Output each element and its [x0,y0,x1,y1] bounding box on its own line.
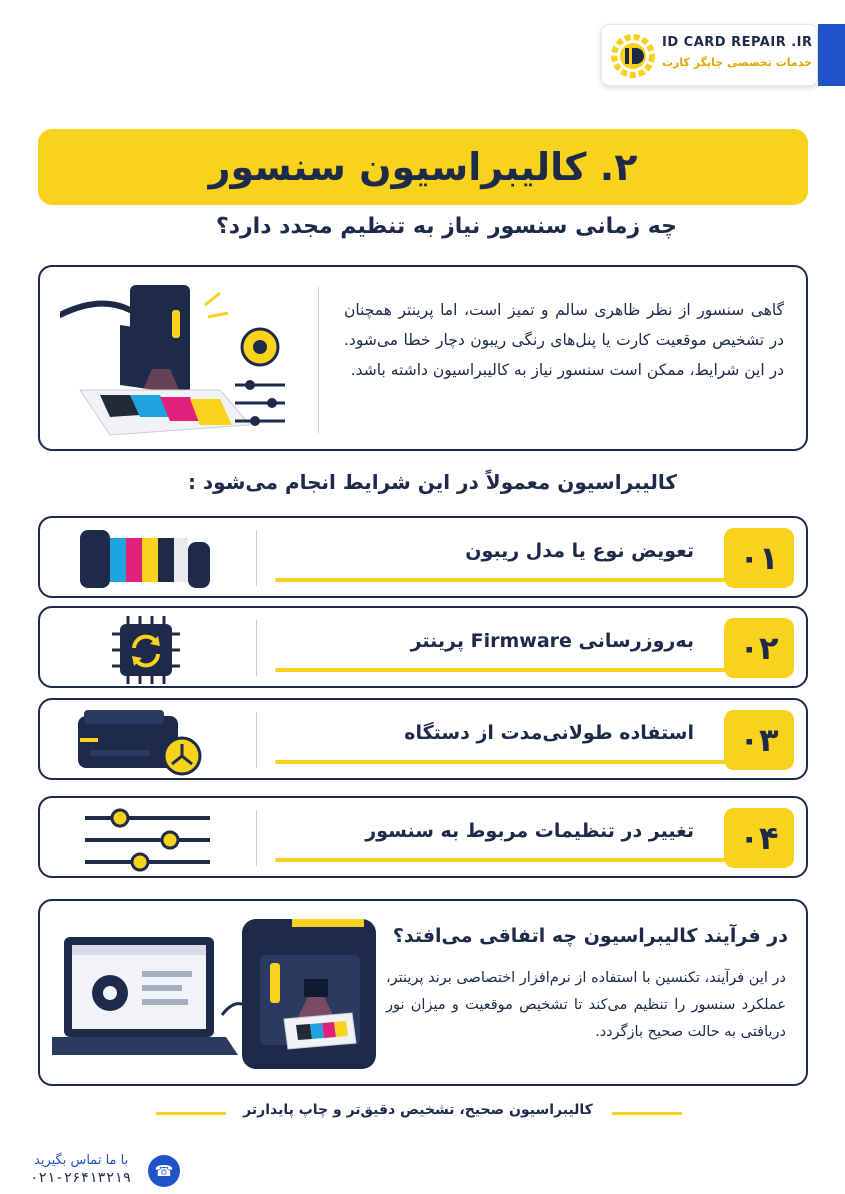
process-text: در این فرآیند، تکنسین با استفاده از نرم‌افزار اختصاصی برند پرینتر، عملکرد سنسور را تنظیم می‌کند تا تشخیص موقعیت و میزان نور دریافتی به حالت صحیح بازگردد. [386,970,786,1040]
logo-brand-text: ID CARD REPAIR .IR [662,35,813,50]
step-row [38,796,808,878]
intro-card [38,265,808,451]
step-label: به‌روزرسانی Firmware پرینتر [410,630,694,652]
step-row [38,698,808,780]
logo-mark-icon [610,33,656,79]
intro-text: گاهی سنسور از نظر ظاهری سالم و تمیز است، اما پرینتر همچنان در تشخیص موقعیت کارت یا پنل‌های رنگی ریبون دچار خطا می‌شود. در این شرایط، ممکن است سنسور نیاز به کالیبراسیون داشته باشد. [344,301,784,379]
footer-line-left [156,1112,226,1115]
step-row [38,606,808,688]
step-divider [256,810,257,866]
step-divider [256,530,257,586]
step-label: تغییر در تنظیمات مربوط به سنسور [365,820,694,842]
process-title: در فرآیند کالیبراسیون چه اتفاقی می‌افتد؟ [392,925,788,947]
laptop-printer-illustration-icon [52,915,382,1075]
logo-accent-strip [818,24,845,86]
printer-clock-icon [70,706,220,776]
contact-phone[interactable]: ۰۲۱-۲۶۴۱۳۲۱۹ [30,1170,132,1186]
brand-logo[interactable] [601,24,818,86]
step-underline [275,578,725,582]
page-title: ۲. کالیبراسیون سنسور [208,145,638,189]
step-divider [256,620,257,676]
step-label: تعویض نوع یا مدل ریبون [465,540,694,562]
title-banner [38,129,808,205]
intro-divider [318,287,319,433]
footer-line-right [612,1112,682,1115]
step-underline [275,760,725,764]
step-underline [275,858,725,862]
logo-tagline: خدمات تخصصی چاپگر کارت [662,56,812,69]
step-underline [275,668,725,672]
page-subtitle: چه زمانی سنسور نیاز به تنظیم مجدد دارد؟ [215,214,677,239]
step-divider [256,712,257,768]
chip-refresh-icon [70,614,220,684]
step-label: استفاده طولانی‌مدت از دستگاه [404,722,694,744]
footer-note: کالیبراسیون صحیح، تشخیص دقیق‌تر و چاپ پایدارتر [243,1102,593,1118]
contact-label: با ما تماس بگیرید [34,1153,129,1168]
sliders-icon [70,804,220,874]
step-number-badge: ۰۴ [724,808,794,868]
conditions-heading: کالیبراسیون معمولاً در این شرایط انجام می‌شود : [187,470,677,494]
phone-icon[interactable]: ☎ [148,1155,180,1187]
process-card [38,899,808,1086]
step-number-badge: ۰۱ [724,528,794,588]
sensor-illustration-icon [60,275,300,445]
step-row [38,516,808,598]
ribbon-roll-icon [70,524,220,594]
step-number-badge: ۰۳ [724,710,794,770]
step-number-badge: ۰۲ [724,618,794,678]
